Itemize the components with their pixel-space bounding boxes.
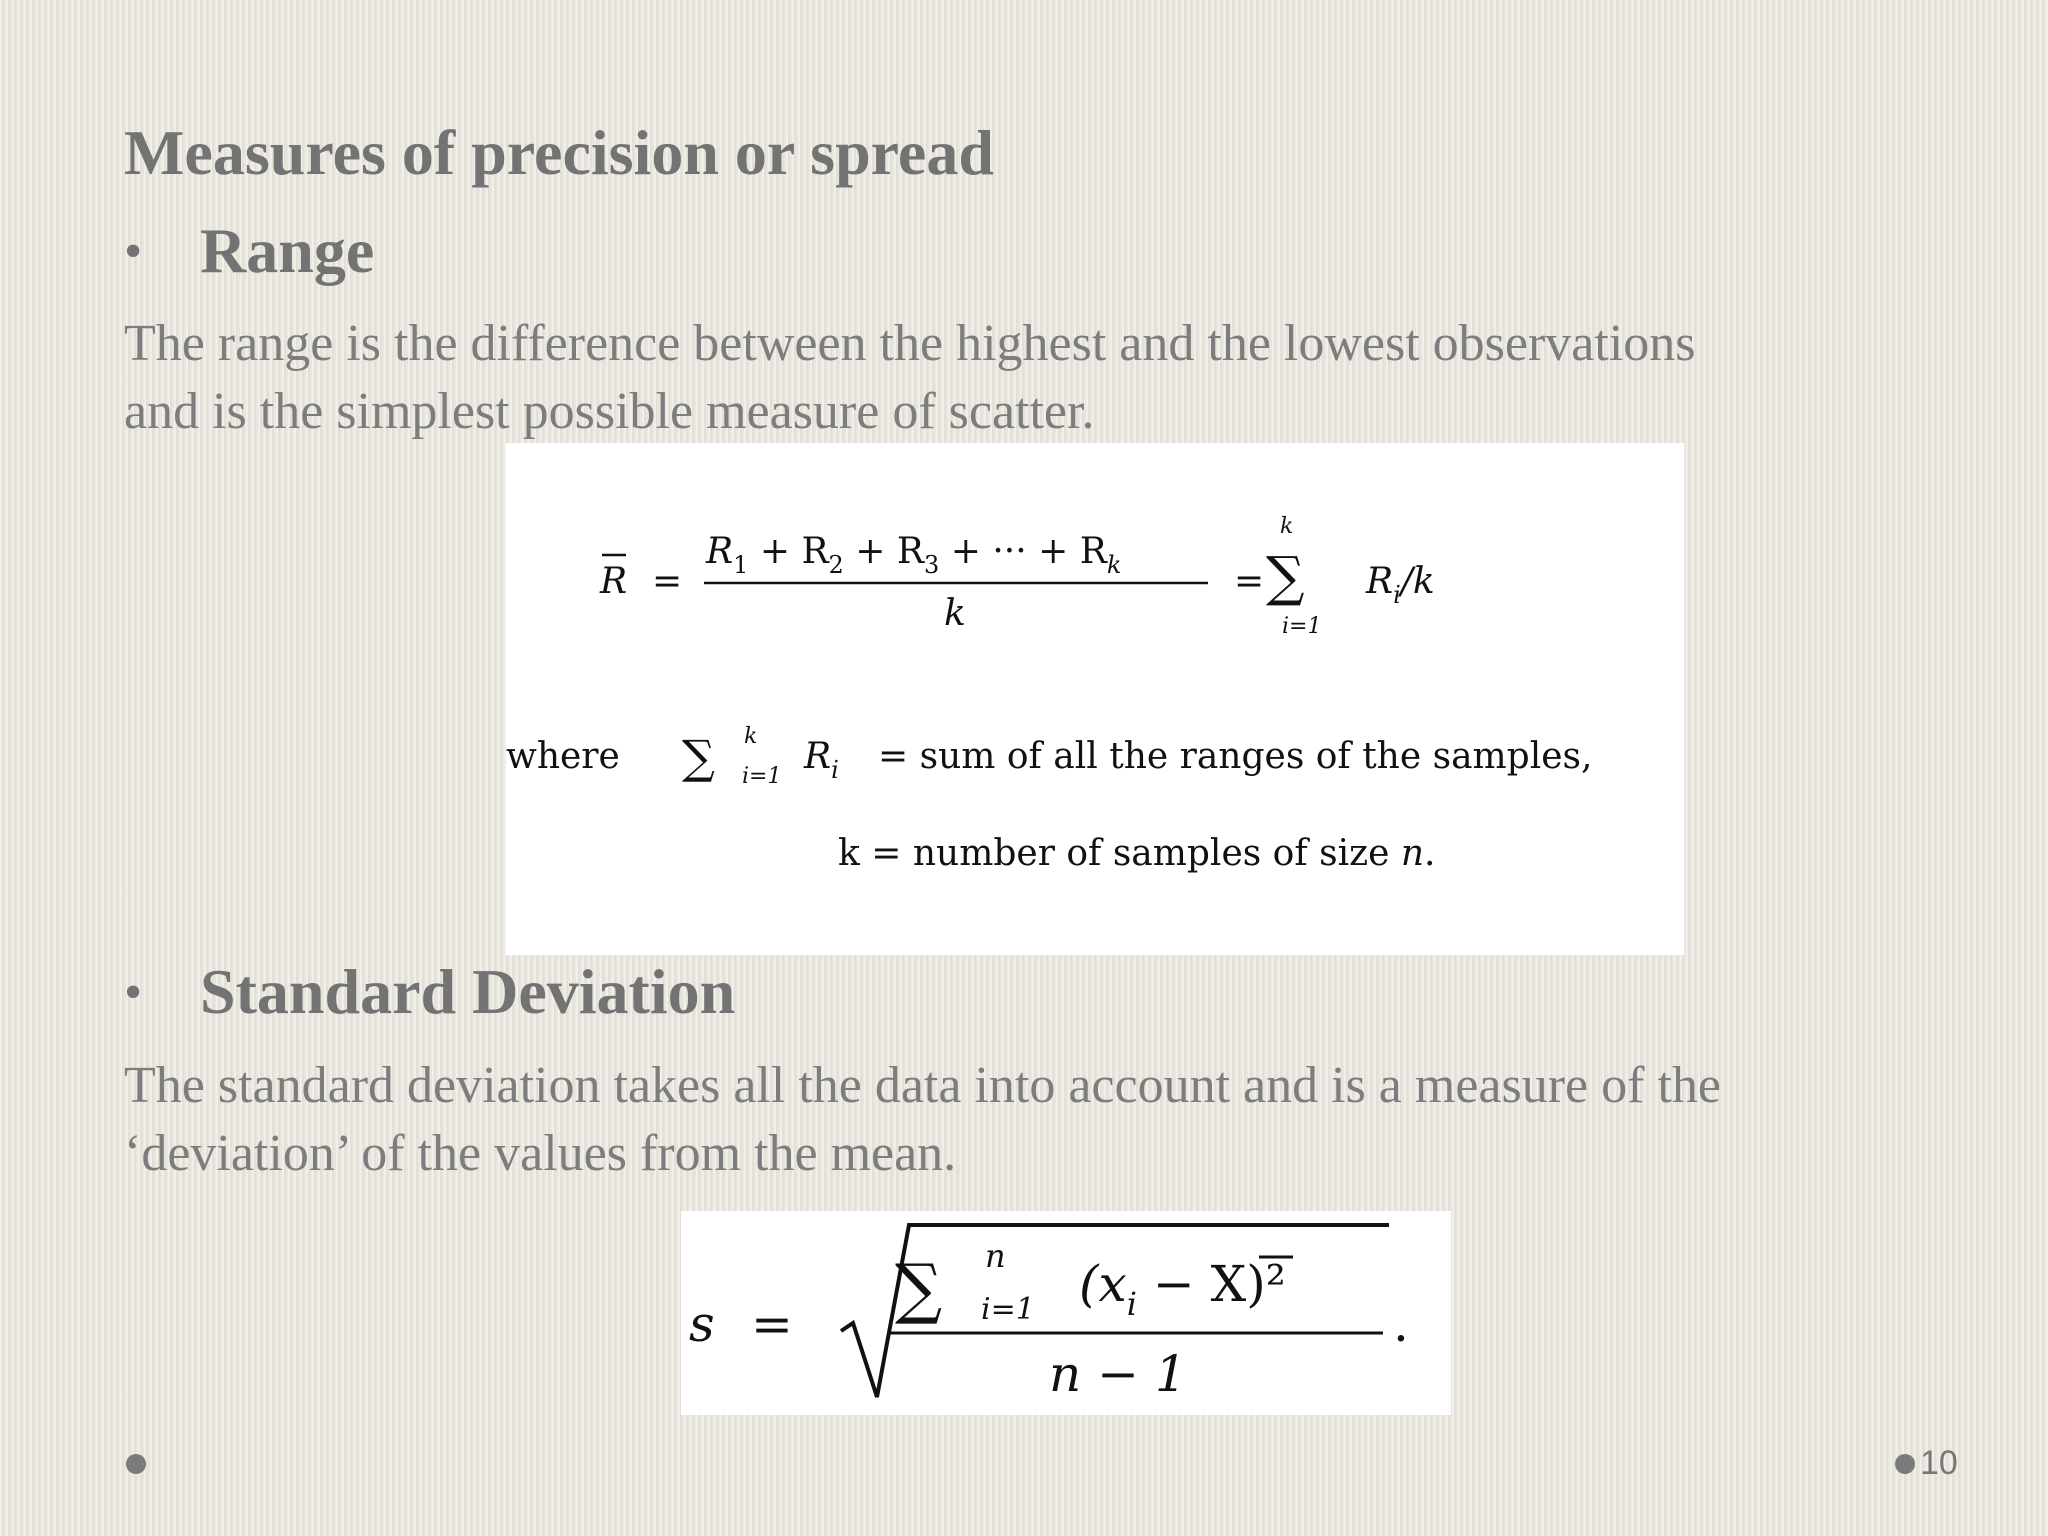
equals-1: = bbox=[652, 561, 683, 602]
sd-numerator: $(x_i - X)^2$ bbox=[1079, 1255, 1286, 1323]
sd-formula bbox=[681, 1211, 1451, 1415]
k-description: k = number of samples of size n. bbox=[838, 833, 1436, 874]
range-heading: Range bbox=[200, 215, 375, 286]
sd-sigma-icon: ∑ bbox=[895, 1250, 943, 1327]
where-label: where bbox=[506, 736, 620, 777]
sd-period: . bbox=[1393, 1295, 1409, 1353]
rhs: $R_i/k$ bbox=[1366, 561, 1435, 609]
sd-denominator: n − 1 bbox=[1049, 1345, 1187, 1403]
sd-sigma-upper: n bbox=[985, 1237, 1006, 1275]
denominator: k bbox=[944, 593, 966, 634]
s-symbol: s bbox=[689, 1295, 715, 1353]
right-dot-icon bbox=[1895, 1454, 1915, 1474]
sigma-lower: i=1 bbox=[1282, 614, 1322, 639]
range-line-2: and is the simplest possible measure of scatter. bbox=[124, 383, 1095, 440]
sd-heading: Standard Deviation bbox=[200, 956, 736, 1027]
where-term: $R_i$ bbox=[804, 736, 839, 784]
equals-2: = bbox=[1234, 561, 1265, 602]
range-formula bbox=[506, 443, 1684, 955]
sigma-upper: k bbox=[1280, 514, 1294, 539]
where-sigma-lower: i=1 bbox=[742, 764, 782, 789]
sd-line-2: ‘deviation’ of the values from the mean. bbox=[124, 1125, 957, 1182]
bullet-dot-icon: • bbox=[124, 963, 143, 1021]
bullet-dot-icon: • bbox=[124, 222, 143, 280]
slide-title: Measures of precision or spread bbox=[124, 117, 994, 188]
sd-sigma-lower: i=1 bbox=[981, 1292, 1035, 1327]
where-sigma-icon: ∑ bbox=[682, 730, 715, 784]
where-description: = sum of all the ranges of the samples, bbox=[878, 736, 1593, 777]
range-line-1: The range is the difference between the highest and the lowest observations bbox=[124, 315, 1696, 372]
rbar-symbol: R bbox=[600, 561, 628, 602]
sigma-icon: ∑ bbox=[1266, 545, 1305, 608]
sd-equals: = bbox=[751, 1295, 793, 1353]
left-dot-icon bbox=[126, 1454, 146, 1474]
sd-description bbox=[124, 1052, 1721, 1188]
page-number: 10 bbox=[1920, 1444, 1958, 1482]
range-description bbox=[124, 310, 1696, 446]
range-formula-image bbox=[506, 443, 1684, 955]
sd-formula-image bbox=[681, 1211, 1451, 1415]
bullet-standard-deviation bbox=[124, 955, 735, 1029]
sd-line-1: The standard deviation takes all the data into account and is a measure of the bbox=[124, 1057, 1721, 1114]
bullet-range bbox=[124, 214, 374, 288]
where-sigma-upper: k bbox=[744, 724, 758, 749]
numerator: $R_1 + R_2 + R_3$ + ··· + $R_k$ bbox=[706, 531, 1122, 579]
